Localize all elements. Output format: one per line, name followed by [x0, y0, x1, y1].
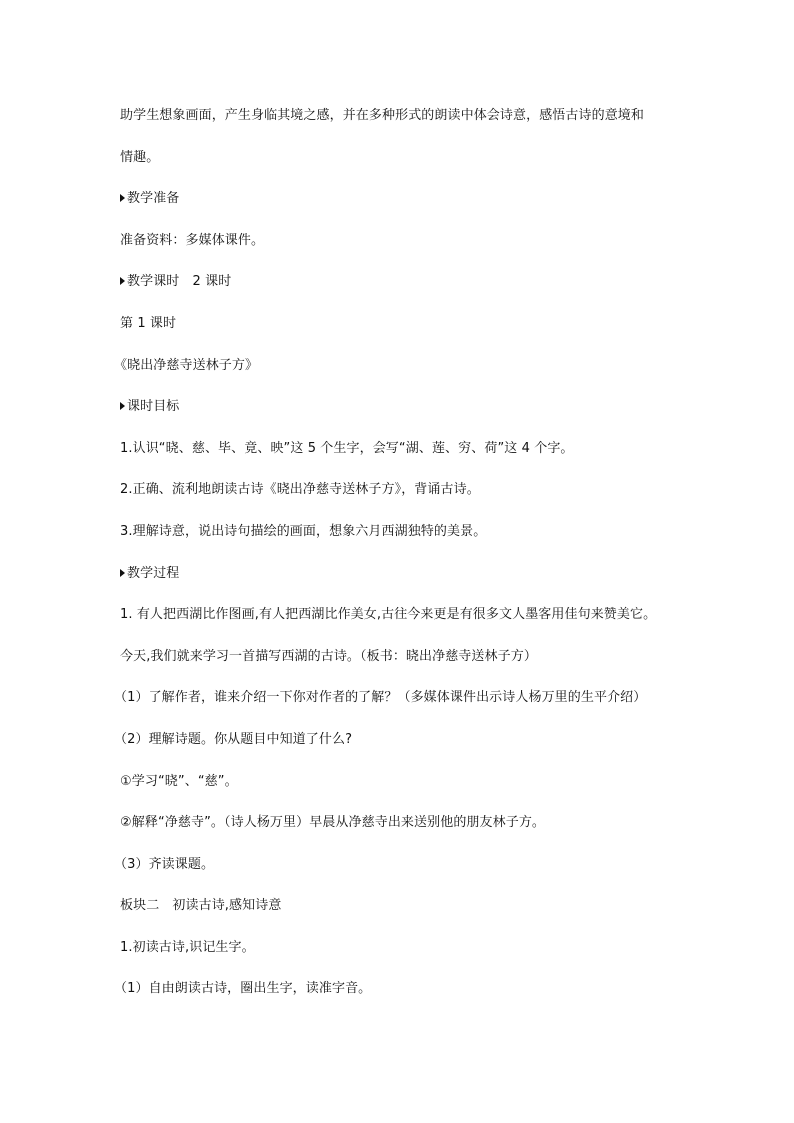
paragraph-line: 今天,我们就来学习一首描写西湖的古诗。（板书：晓出净慈寺送林子方） — [120, 648, 537, 664]
paragraph-line: 3.理解诗意，说出诗句描绘的画面，想象六月西湖独特的美景。 — [120, 523, 487, 539]
paragraph-line: 1.认识“晓、慈、毕、竟、映”这 5 个生字，会写“湖、莲、穷、荷”这 4 个字。 — [120, 440, 574, 456]
paragraph-line: 1.初读古诗,识记生字。 — [120, 939, 255, 955]
section-heading — [120, 272, 700, 292]
section-heading — [120, 397, 700, 417]
paragraph-line: ①学习“晓”、“慈”。 — [120, 773, 238, 789]
paragraph-line: 板块二 初读古诗,感知诗意 — [120, 898, 282, 914]
paragraph-line: 第 1 课时 — [120, 315, 177, 331]
paragraph-line: （1）了解作者，谁来介绍一下你对作者的了解？（多媒体课件出示诗人杨万里的生平介绍） — [114, 690, 647, 706]
section-heading-text: 课时目标 — [127, 399, 180, 415]
paragraph-line: 2.正确、流利地朗读古诗《晓出净慈寺送林子方》，背诵古诗。 — [120, 482, 480, 498]
paragraph-line: 助学生想象画面，产生身临其境之感，并在多种形式的朗读中体会诗意，感悟古诗的意境和 — [120, 108, 645, 123]
triangle-bullet-icon — [120, 402, 125, 410]
section-heading — [120, 564, 700, 584]
paragraph-line: （2）理解诗题。你从题目中知道了什么? — [114, 731, 353, 747]
poem-title: 《晓出净慈寺送林子方》 — [114, 357, 259, 373]
section-heading-text: 教学准备 — [127, 191, 180, 207]
section-heading — [120, 189, 700, 209]
paragraph-line: 1. 有人把西湖比作图画,有人把西湖比作美女,古往今来更是有很多文人墨客用佳句来赞美它。 — [120, 607, 657, 623]
triangle-bullet-icon — [120, 194, 125, 202]
triangle-bullet-icon — [120, 277, 125, 285]
document-body — [114, 106, 700, 1021]
paragraph-line: 准备资料：多媒体课件。 — [120, 232, 265, 248]
triangle-bullet-icon — [120, 569, 125, 577]
paragraph-line: ②解释“净慈寺”。（诗人杨万里）早晨从净慈寺出来送别他的朋友林子方。 — [120, 815, 546, 831]
paragraph-line: （3）齐读课题。 — [114, 856, 215, 872]
paragraph-line: （1）自由朗读古诗，圈出生字，读准字音。 — [114, 981, 372, 997]
section-heading-text: 教学课时 2 课时 — [127, 274, 232, 290]
paragraph-line: 情趣。 — [120, 149, 160, 165]
section-heading-text: 教学过程 — [127, 565, 180, 581]
